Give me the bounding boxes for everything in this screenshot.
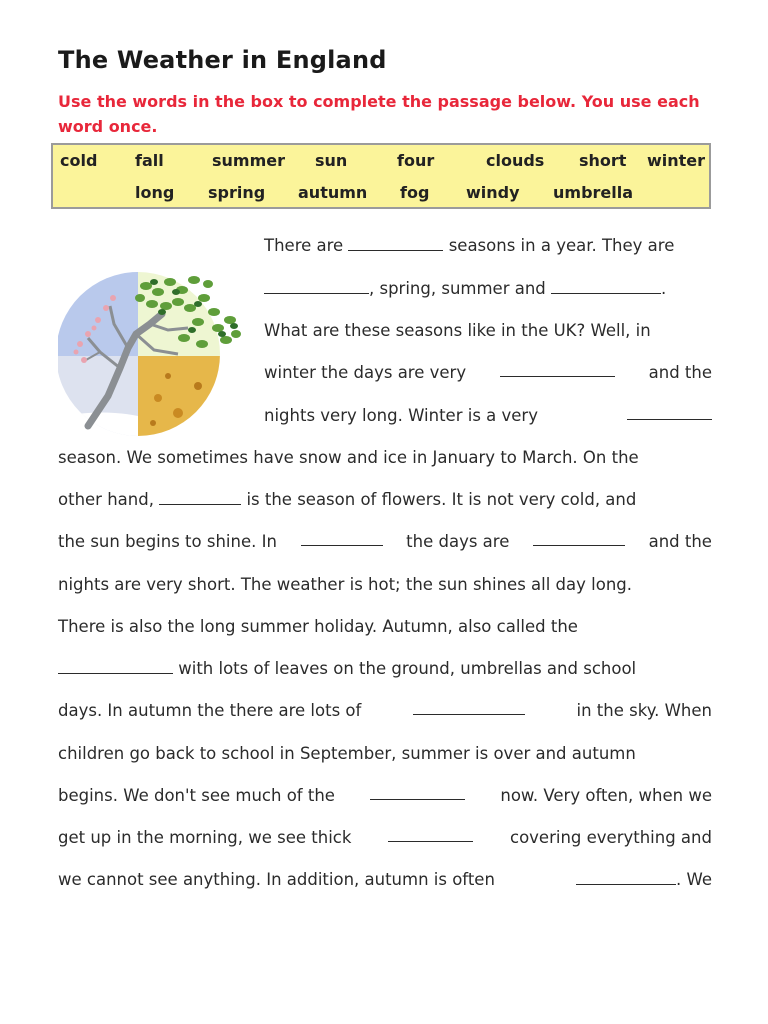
passage-line: season. We sometimes have snow and ice in January to March. On the bbox=[58, 448, 639, 467]
answer-blank[interactable] bbox=[388, 825, 473, 842]
passage-line: we cannot see anything. In addition, autumn is often . We bbox=[58, 870, 712, 889]
word-box-item: long bbox=[135, 183, 175, 202]
passage-line: There are seasons in a year. They are bbox=[264, 236, 675, 255]
answer-blank[interactable] bbox=[627, 403, 712, 420]
passage-line: children go back to school in September, summer is over and autumn bbox=[58, 744, 636, 763]
answer-blank[interactable] bbox=[58, 657, 173, 674]
word-box-item: umbrella bbox=[553, 183, 634, 202]
word-box-item: four bbox=[397, 151, 435, 170]
answer-blank[interactable] bbox=[533, 529, 625, 546]
word-box-item: short bbox=[579, 151, 627, 170]
word-box-item: cold bbox=[60, 151, 98, 170]
answer-blank[interactable] bbox=[500, 360, 615, 377]
passage-line: begins. We don't see much of the now. Very often, when we bbox=[58, 783, 712, 809]
instructions: Use the words in the box to complete the passage below. You use each word once. bbox=[58, 92, 700, 136]
passage-line: days. In autumn the there are lots of in the sky. When bbox=[58, 698, 712, 724]
word-box-item: sun bbox=[315, 151, 348, 170]
answer-blank[interactable] bbox=[264, 277, 369, 294]
passage-line: winter the days are very and the bbox=[264, 360, 712, 386]
passage-line: There is also the long summer holiday. Autumn, also called the bbox=[58, 617, 578, 636]
answer-blank[interactable] bbox=[348, 234, 443, 251]
page-title: The Weather in England bbox=[58, 46, 387, 74]
passage-line: nights very long. Winter is a very bbox=[264, 403, 712, 429]
passage-line: nights are very short. The weather is hot; the sun shines all day long. bbox=[58, 575, 633, 594]
answer-blank[interactable] bbox=[159, 488, 241, 505]
word-box-item: summer bbox=[212, 151, 285, 170]
passage-line: with lots of leaves on the ground, umbrellas and school bbox=[58, 656, 636, 682]
passage-line: the sun begins to shine. In the days are and the bbox=[58, 529, 712, 555]
word-box bbox=[51, 143, 711, 209]
answer-blank[interactable] bbox=[576, 868, 676, 885]
answer-blank[interactable] bbox=[301, 529, 383, 546]
passage-line: , spring, summer and . bbox=[264, 276, 666, 302]
four-seasons-tree-icon bbox=[58, 268, 248, 440]
answer-blank[interactable] bbox=[551, 277, 661, 294]
passage-line: What are these seasons like in the UK? Well, in bbox=[264, 321, 651, 340]
passage-line: get up in the morning, we see thick covering everything and bbox=[58, 825, 712, 851]
word-box-item: fall bbox=[135, 151, 164, 170]
answer-blank[interactable] bbox=[413, 698, 525, 715]
word-box-item: spring bbox=[208, 183, 266, 202]
passage-line: other hand, is the season of flowers. It is not very cold, and bbox=[58, 490, 637, 509]
word-box-item: winter bbox=[647, 151, 706, 170]
word-box-item: autumn bbox=[298, 183, 368, 202]
word-box-item: clouds bbox=[486, 151, 545, 170]
answer-blank[interactable] bbox=[370, 783, 465, 800]
word-box-item: fog bbox=[400, 183, 430, 202]
word-box-item: windy bbox=[466, 183, 520, 202]
